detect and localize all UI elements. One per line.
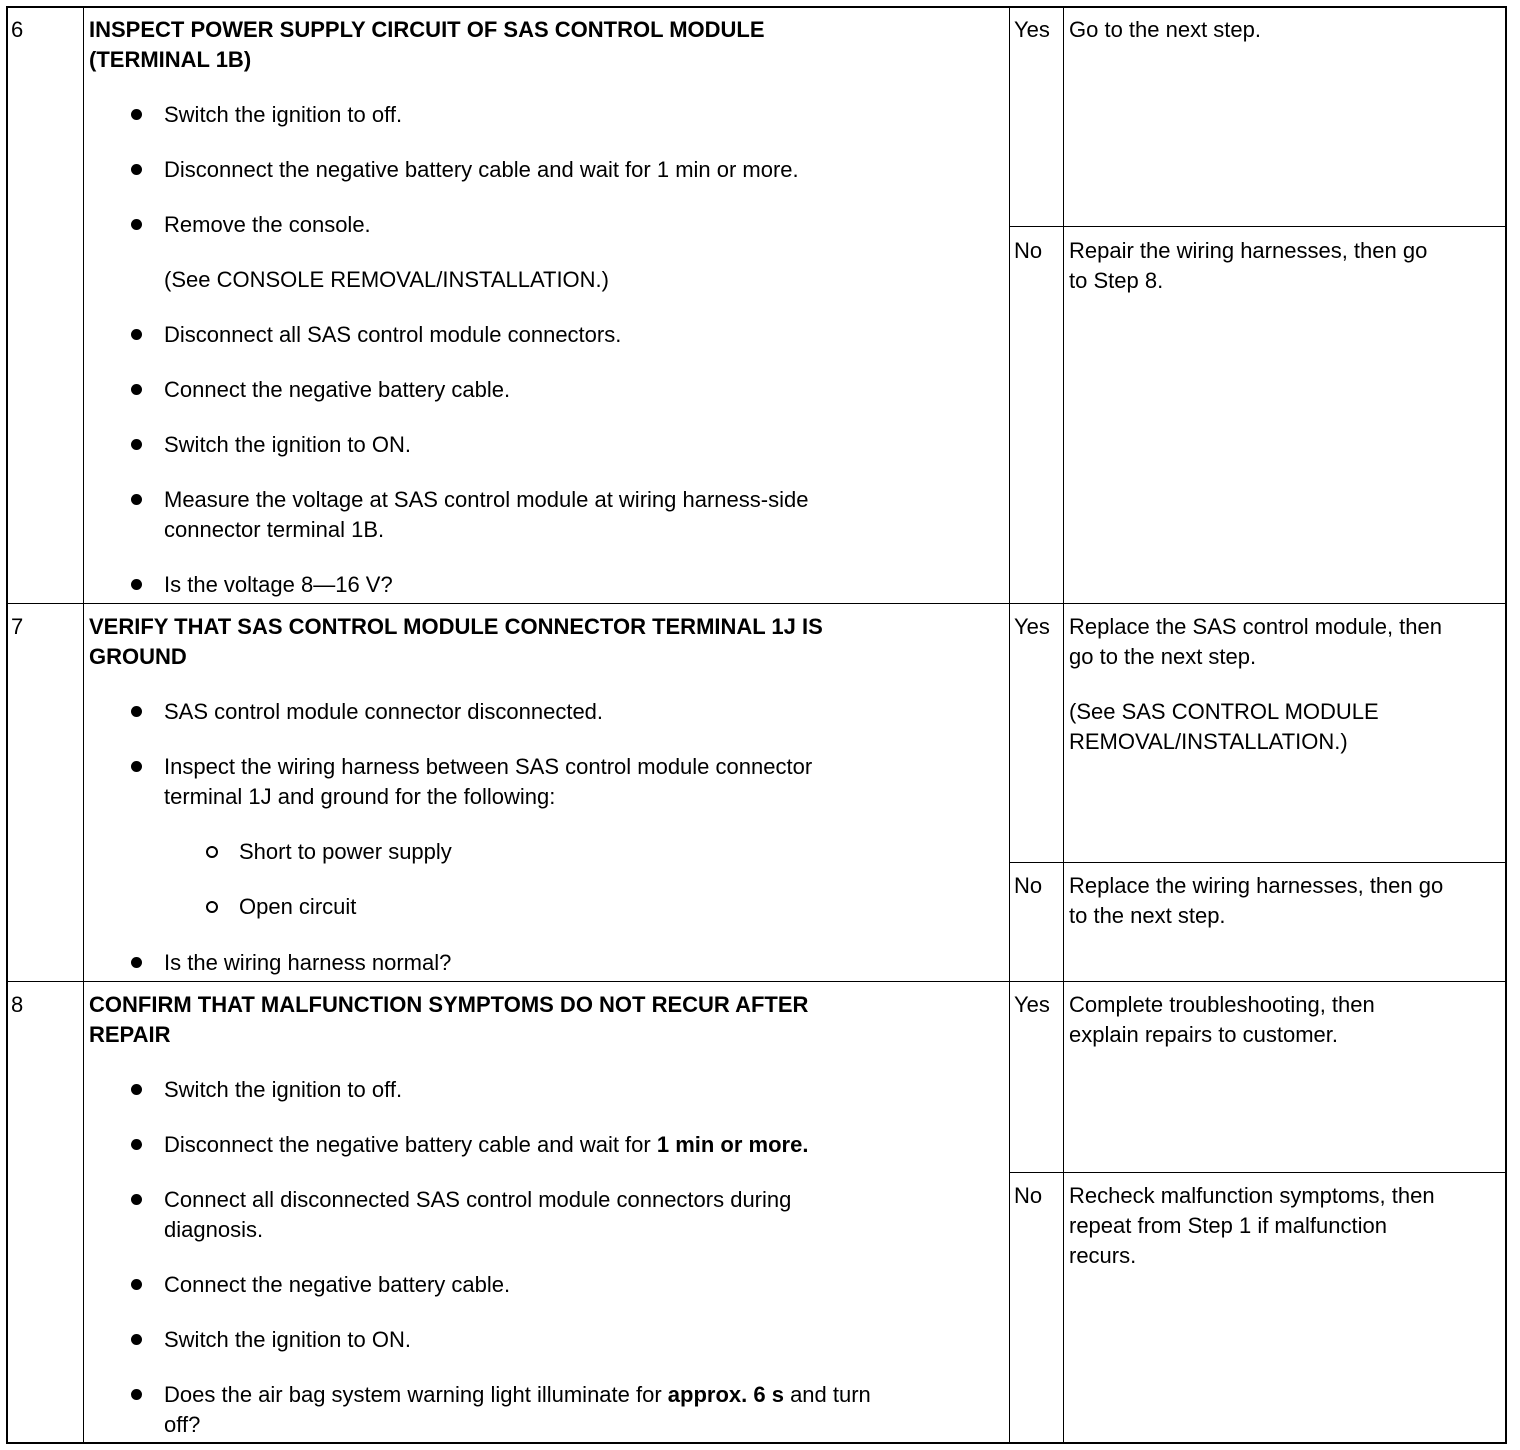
- troubleshooting-table: [6, 6, 1507, 1444]
- list-item: [164, 1130, 808, 1160]
- no-label: No: [1014, 238, 1043, 263]
- no-action: to Step 8.: [1069, 268, 1164, 293]
- yes-label: Yes: [1014, 17, 1050, 42]
- list-item-emphasis: 1 min or more.: [656, 1132, 809, 1157]
- no-action: Replace the wiring harnesses, then go: [1069, 873, 1444, 898]
- list-item-text: and turn: [783, 1382, 871, 1407]
- list-item-continuation: terminal 1J and ground for the following:: [164, 784, 556, 809]
- row-divider: [8, 981, 1505, 982]
- column-divider-step: [83, 8, 84, 1442]
- reference-note: (See CONSOLE REMOVAL/INSTALLATION.): [164, 267, 609, 292]
- list-item-emphasis: approx. 6 s: [667, 1382, 784, 1407]
- list-item: Switch the ignition to ON.: [164, 1325, 411, 1355]
- no-label: No: [1014, 1183, 1043, 1208]
- list-item: Switch the ignition to off.: [164, 1075, 402, 1105]
- no-action: recurs.: [1069, 1243, 1137, 1268]
- list-item: Disconnect all SAS control module connectors.: [164, 320, 621, 350]
- yes-action: go to the next step.: [1069, 644, 1257, 669]
- list-item: Connect the negative battery cable.: [164, 375, 510, 405]
- step-title: CONFIRM THAT MALFUNCTION SYMPTOMS DO NOT RECUR AFTER: [89, 992, 809, 1017]
- list-item: Switch the ignition to ON.: [164, 430, 411, 460]
- list-item: [164, 1380, 871, 1410]
- yes-action: Replace the SAS control module, then: [1069, 614, 1443, 639]
- step-title: INSPECT POWER SUPPLY CIRCUIT OF SAS CONTROL MODULE: [89, 17, 765, 42]
- row-divider: [8, 603, 1505, 604]
- yes-action: Complete troubleshooting, then: [1069, 992, 1375, 1017]
- sub-list-item: Short to power supply: [239, 837, 452, 867]
- sub-list-item: Open circuit: [239, 892, 356, 922]
- list-item: Is the wiring harness normal?: [164, 948, 451, 978]
- yes-label: Yes: [1014, 992, 1050, 1017]
- column-divider-action: [1009, 8, 1010, 1442]
- list-item-text: Disconnect the negative battery cable and wait for: [164, 1132, 657, 1157]
- reference-note: REMOVAL/INSTALLATION.): [1069, 729, 1348, 754]
- list-item: Disconnect the negative battery cable and wait for 1 min or more.: [164, 155, 799, 185]
- step-number: 8: [11, 992, 24, 1017]
- list-item: Measure the voltage at SAS control module at wiring harness-side: [164, 485, 808, 515]
- reference-note: (See SAS CONTROL MODULE: [1069, 699, 1379, 724]
- list-item-continuation: connector terminal 1B.: [164, 517, 385, 542]
- column-divider-result: [1063, 8, 1064, 1442]
- yes-action: explain repairs to customer.: [1069, 1022, 1339, 1047]
- list-item: Is the voltage 8—16 V?: [164, 570, 393, 600]
- no-action: Repair the wiring harnesses, then go: [1069, 238, 1428, 263]
- yes-no-divider: [1009, 226, 1505, 227]
- no-action: to the next step.: [1069, 903, 1226, 928]
- step-title: VERIFY THAT SAS CONTROL MODULE CONNECTOR TERMINAL 1J IS: [89, 614, 823, 639]
- list-item-text: Does the air bag system warning light illuminate for: [164, 1382, 668, 1407]
- yes-action: Go to the next step.: [1069, 17, 1262, 42]
- list-item: Connect all disconnected SAS control module connectors during: [164, 1185, 791, 1215]
- no-action: repeat from Step 1 if malfunction: [1069, 1213, 1387, 1238]
- step-number: 6: [11, 17, 24, 42]
- yes-label: Yes: [1014, 614, 1050, 639]
- list-item-continuation: off?: [164, 1412, 201, 1437]
- step-title: REPAIR: [89, 1022, 171, 1047]
- list-item: Remove the console.: [164, 210, 371, 240]
- no-action: Recheck malfunction symptoms, then: [1069, 1183, 1435, 1208]
- step-number: 7: [11, 614, 24, 639]
- yes-no-divider: [1009, 862, 1505, 863]
- list-item: Switch the ignition to off.: [164, 100, 402, 130]
- list-item: Inspect the wiring harness between SAS control module connector: [164, 752, 812, 782]
- step-title: (TERMINAL 1B): [89, 47, 252, 72]
- no-label: No: [1014, 873, 1043, 898]
- step-title: GROUND: [89, 644, 187, 669]
- list-item-continuation: diagnosis.: [164, 1217, 264, 1242]
- list-item: SAS control module connector disconnected.: [164, 697, 603, 727]
- list-item: Connect the negative battery cable.: [164, 1270, 510, 1300]
- yes-no-divider: [1009, 1172, 1505, 1173]
